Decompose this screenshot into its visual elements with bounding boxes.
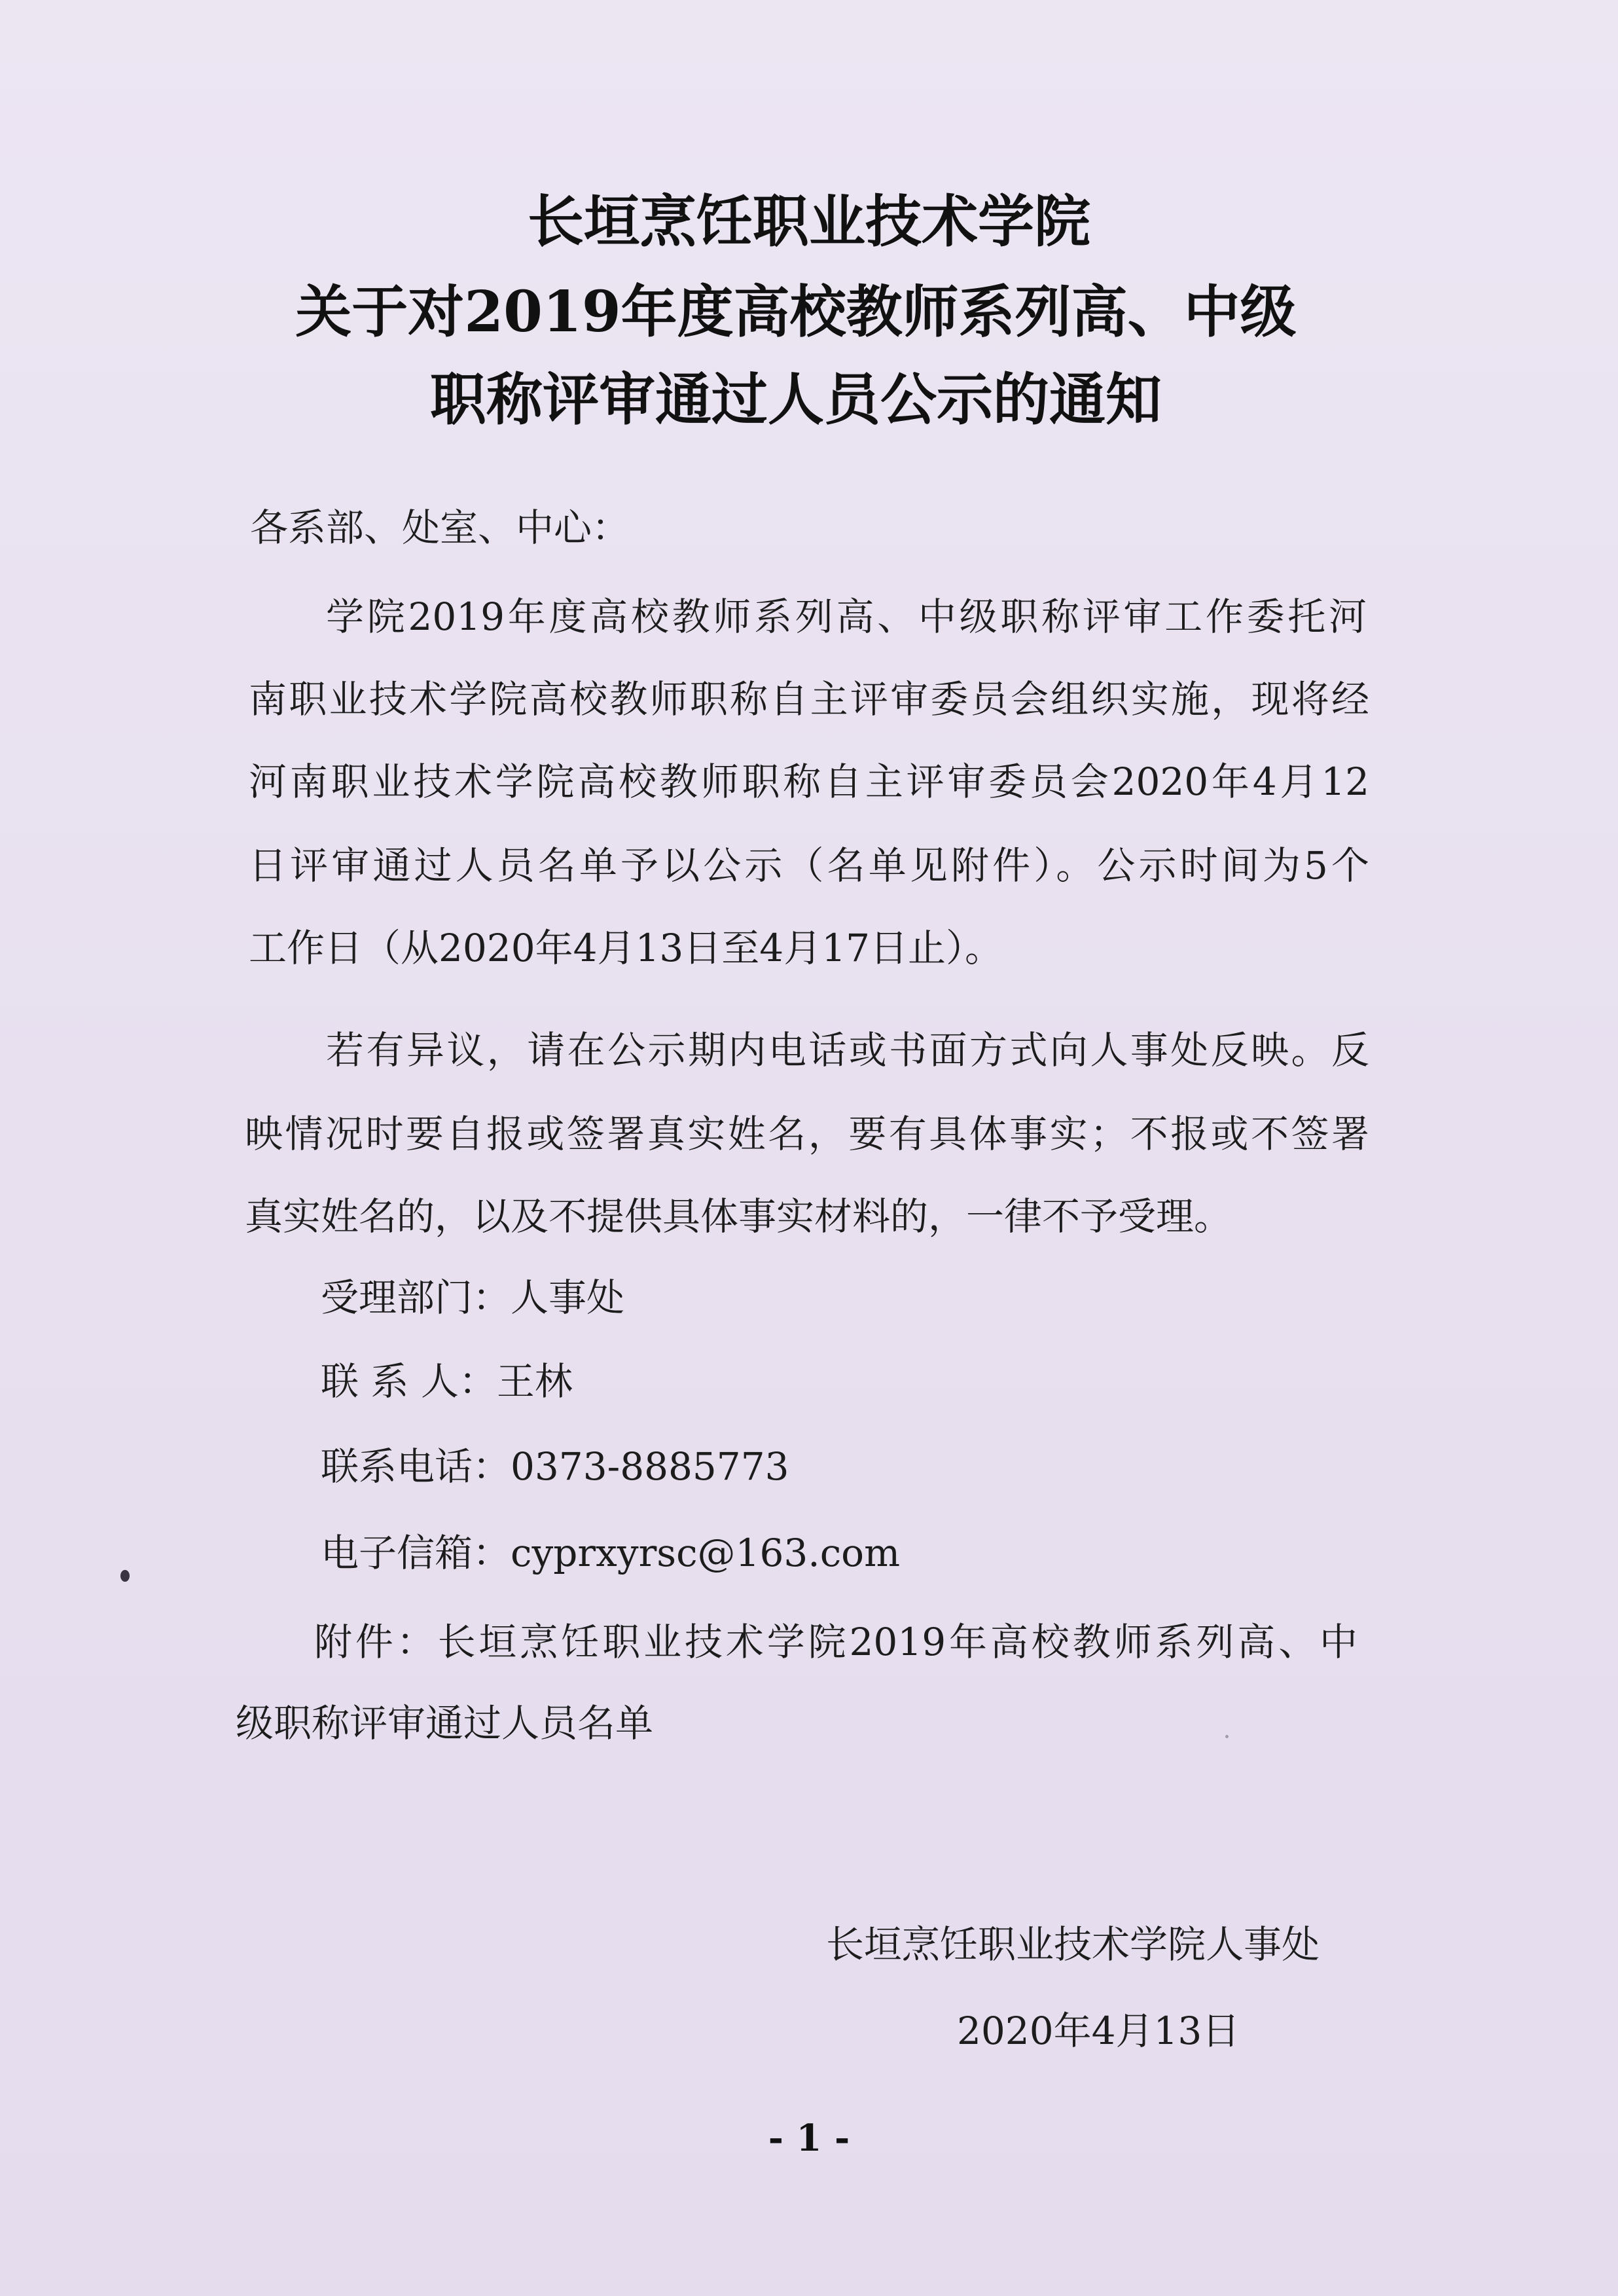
para2-line-1: 若有异议，请在公示期内电话或书面方式向人事处反映。反 [326, 1028, 1369, 1072]
para2-line-2: 映情况时要自报或签署真实姓名，要有具体事实；不报或不签署 [245, 1112, 1369, 1156]
para1-line-5: 工作日（从2020年4月13日至4月17日止）。 [249, 926, 1003, 970]
document-title-line-1: 长垣烹饪职业技术学院 [528, 189, 1090, 255]
page-number: - 1 - [768, 2117, 850, 2160]
signature-organization: 长垣烹饪职业技术学院人事处 [826, 1922, 1320, 1967]
para1-line-3: 河南职业技术学院高校教师职称自主评审委员会2020年4月12 [249, 759, 1369, 804]
salutation: 各系部、处室、中心： [250, 505, 630, 550]
document-title-line-3: 职称评审通过人员公示的通知 [430, 367, 1162, 433]
para1-line-1: 学院2019年度高校教师系列高、中级职称评审工作委托河 [326, 594, 1367, 639]
attachment-line-1: 附件：长垣烹饪职业技术学院2019年高校教师系列高、中 [314, 1620, 1357, 1664]
contact-email: 电子信箱：cyprxyrsc@163.com [321, 1531, 901, 1575]
scan-speck [1225, 1735, 1229, 1738]
para1-line-2: 南职业技术学院高校教师职称自主评审委员会组织实施，现将经 [249, 677, 1369, 721]
para1-line-4: 日评审通过人员名单予以公示（名单见附件）。公示时间为5个 [249, 843, 1369, 888]
signature-date: 2020年4月13日 [957, 2009, 1240, 2053]
para2-line-3: 真实姓名的，以及不提供具体事实材料的，一律不予受理。 [245, 1194, 1232, 1239]
contact-dept: 受理部门：人事处 [321, 1275, 625, 1320]
document-title-line-2: 关于对2019年度高校教师系列高、中级 [295, 279, 1297, 345]
contact-person: 联 系 人：王林 [321, 1359, 573, 1404]
scan-speck [120, 1570, 130, 1582]
attachment-line-2: 级职称评审通过人员名单 [236, 1701, 654, 1745]
contact-phone: 联系电话：0373-8885773 [321, 1444, 789, 1489]
